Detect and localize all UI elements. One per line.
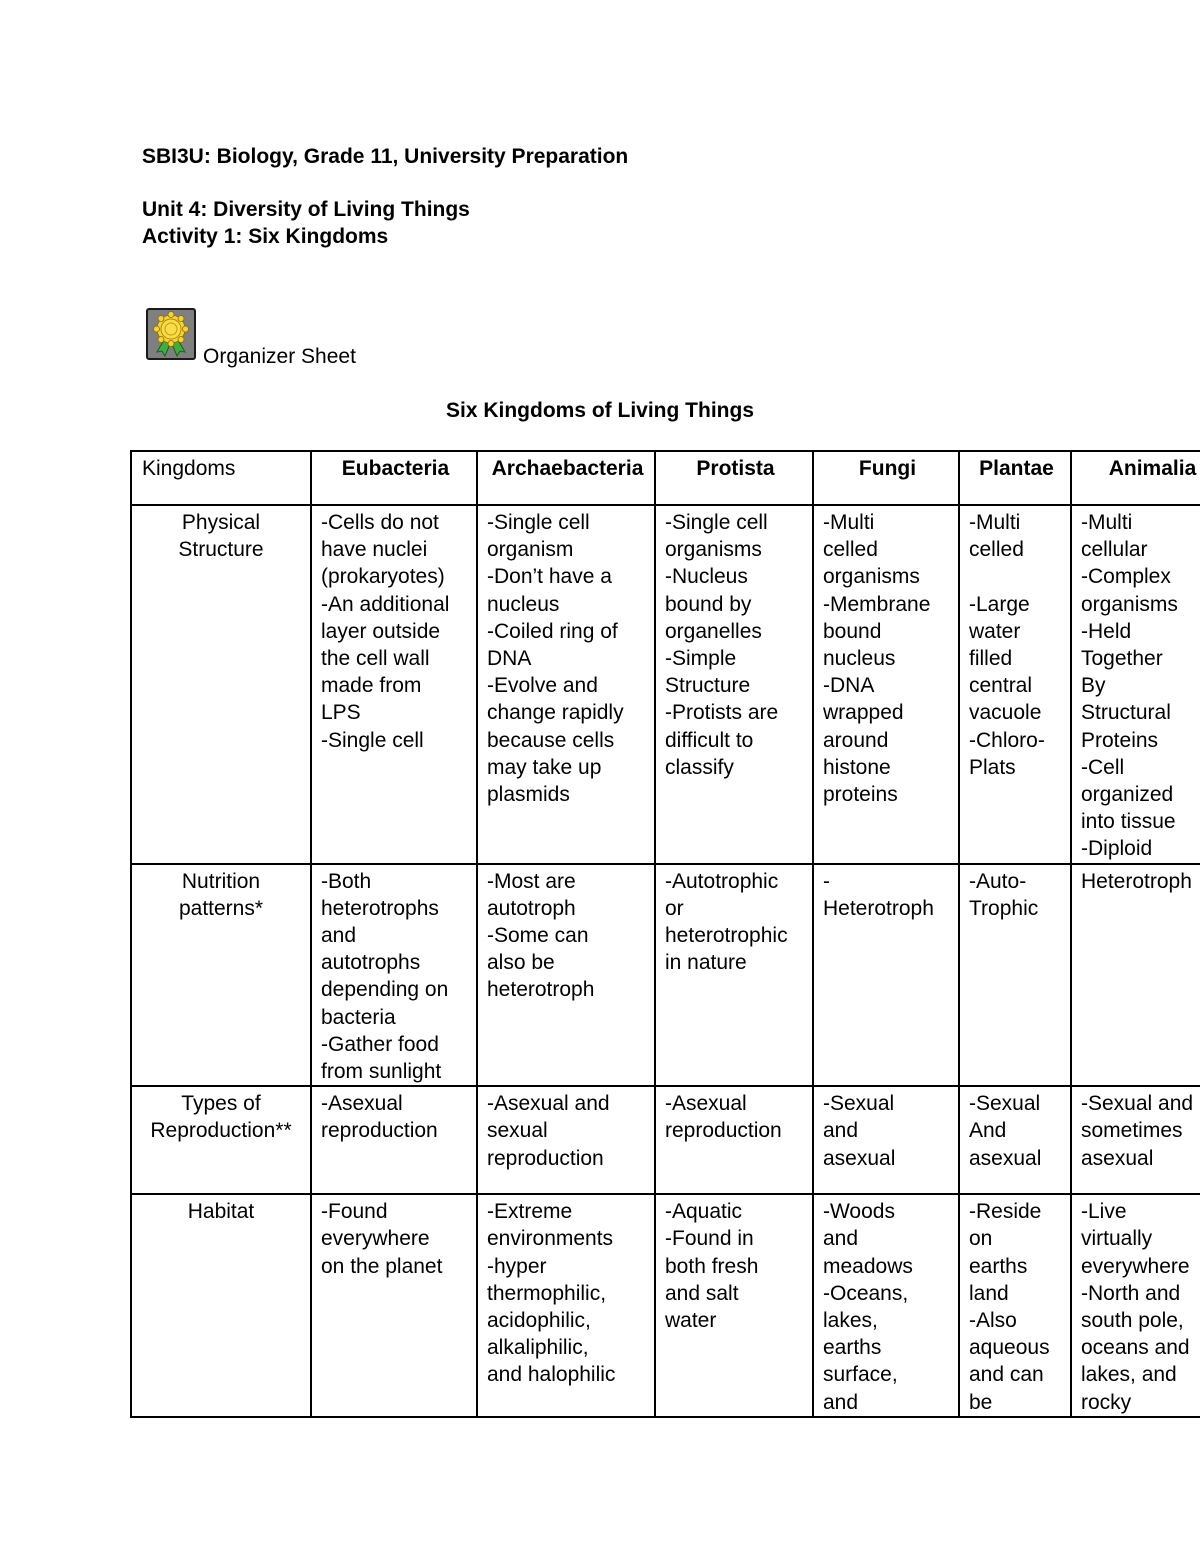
row-header-line: patterns* bbox=[178, 896, 264, 920]
table-cell bbox=[813, 864, 959, 1087]
cell-line: -Complex bbox=[1081, 565, 1171, 589]
cell-line: DNA bbox=[487, 647, 532, 671]
row-header-line: Physical bbox=[181, 511, 261, 534]
cell-line: heterotrophs bbox=[321, 896, 439, 920]
cell-line: surface, bbox=[823, 1363, 898, 1387]
table-cell bbox=[311, 505, 477, 864]
cell-line: -Sexual bbox=[969, 1092, 1041, 1116]
cell-line: -Single cell bbox=[321, 728, 424, 752]
table-row bbox=[131, 864, 1200, 1087]
cell-line: sometimes bbox=[1081, 1119, 1183, 1143]
cell-line: celled bbox=[823, 538, 878, 562]
row-header-line: Habitat bbox=[187, 1200, 255, 1224]
cell-line: proteins bbox=[823, 783, 898, 807]
table-cell bbox=[959, 505, 1071, 864]
cell-line: heterotroph bbox=[487, 978, 595, 1002]
table-cell bbox=[311, 1086, 477, 1194]
kingdoms-table bbox=[130, 450, 1200, 1418]
cell-line: everywhere bbox=[1081, 1254, 1190, 1278]
cell-line: lakes, and bbox=[1081, 1363, 1177, 1387]
cell-line: or bbox=[665, 896, 684, 920]
cell-line: -Single cell bbox=[487, 511, 590, 534]
cell-line: By bbox=[1081, 674, 1106, 698]
cell-line: have nuclei bbox=[321, 538, 428, 562]
cell-line: -Don’t have a bbox=[487, 565, 612, 589]
cell-line: -Most are bbox=[487, 869, 576, 893]
cell-line: -Diploid bbox=[1081, 837, 1153, 861]
cell-line: alkaliphilic, bbox=[487, 1336, 589, 1360]
cell-line: and bbox=[823, 1119, 859, 1143]
table-cell bbox=[813, 1086, 959, 1194]
table-cell bbox=[477, 864, 655, 1087]
row-header-line: Reproduction** bbox=[150, 1119, 292, 1143]
cell-line: and bbox=[823, 1227, 859, 1251]
table-cell bbox=[1071, 864, 1200, 1087]
table-cell bbox=[477, 1086, 655, 1194]
column-header-kingdoms: Kingdoms bbox=[131, 451, 311, 505]
cell-line: water bbox=[969, 619, 1021, 643]
cell-line: celled bbox=[969, 538, 1024, 562]
cell-line: LPS bbox=[321, 701, 361, 725]
cell-line: - bbox=[823, 869, 830, 893]
cell-line: depending on bbox=[321, 978, 449, 1002]
cell-line: cellular bbox=[1081, 538, 1148, 562]
cell-line: Together bbox=[1081, 647, 1163, 671]
cell-line: autotroph bbox=[487, 896, 576, 920]
cell-line: asexual bbox=[1081, 1146, 1154, 1170]
cell-line: land bbox=[969, 1281, 1009, 1305]
cell-line: into tissue bbox=[1081, 810, 1176, 834]
table-cell bbox=[477, 1194, 655, 1417]
cell-line: on bbox=[969, 1227, 993, 1251]
cell-line: in nature bbox=[665, 951, 747, 975]
cell-line: difficult to bbox=[665, 728, 754, 752]
table-cell bbox=[959, 1194, 1071, 1417]
cell-line: aqueous bbox=[969, 1336, 1050, 1360]
cell-line: earths bbox=[823, 1336, 882, 1360]
cell-line: -hyper bbox=[487, 1254, 547, 1278]
cell-line: Trophic bbox=[969, 896, 1039, 920]
table-cell bbox=[959, 1086, 1071, 1194]
cell-line: meadows bbox=[823, 1254, 913, 1278]
cell-line: plasmids bbox=[487, 783, 570, 807]
cell-line: -DNA bbox=[823, 674, 875, 698]
cell-line: lakes, bbox=[823, 1309, 878, 1333]
cell-line: autotrophs bbox=[321, 951, 421, 975]
award-seal-icon bbox=[146, 308, 196, 360]
organizer-heading bbox=[146, 304, 546, 366]
column-header-fungi: Fungi bbox=[813, 451, 959, 505]
cell-line: -Cells do not bbox=[321, 511, 439, 534]
cell-line: -Sexual and bbox=[1081, 1092, 1194, 1116]
cell-line: everywhere bbox=[321, 1227, 430, 1251]
cell-line: histone bbox=[823, 755, 891, 779]
table-cell bbox=[1071, 505, 1200, 864]
cell-line: and halophilic bbox=[487, 1363, 616, 1387]
column-header-protista: Protista bbox=[655, 451, 813, 505]
cell-line: -Live bbox=[1081, 1200, 1127, 1224]
cell-line: asexual bbox=[823, 1146, 896, 1170]
organizer-sheet-label: Organizer Sheet bbox=[203, 345, 356, 368]
cell-line: around bbox=[823, 728, 889, 752]
cell-line: -Multi bbox=[969, 511, 1021, 534]
table-cell bbox=[813, 1194, 959, 1417]
cell-line: nucleus bbox=[823, 647, 896, 671]
table-cell bbox=[1071, 1194, 1200, 1417]
cell-line: oceans and bbox=[1081, 1336, 1190, 1360]
cell-line: -Multi bbox=[1081, 511, 1133, 534]
cell-line: on the planet bbox=[321, 1254, 443, 1278]
cell-line: (prokaryotes) bbox=[321, 565, 445, 589]
cell-line: And bbox=[969, 1119, 1007, 1143]
cell-line: organisms bbox=[1081, 592, 1178, 616]
cell-line: layer outside bbox=[321, 619, 441, 643]
cell-line: environments bbox=[487, 1227, 614, 1251]
cell-line: because cells bbox=[487, 728, 615, 752]
table-cell bbox=[959, 864, 1071, 1087]
cell-line: -Chloro- bbox=[969, 728, 1045, 752]
column-header-plantae: Plantae bbox=[959, 451, 1071, 505]
cell-line bbox=[969, 563, 1064, 590]
cell-line: -Protists are bbox=[665, 701, 779, 725]
table-cell bbox=[655, 1194, 813, 1417]
cell-line: -Oceans, bbox=[823, 1281, 909, 1305]
cell-line: may take up bbox=[487, 755, 602, 779]
cell-line: -Extreme bbox=[487, 1200, 573, 1224]
cell-line: reproduction bbox=[665, 1119, 782, 1143]
cell-line: acidophilic, bbox=[487, 1309, 591, 1333]
cell-line: organisms bbox=[823, 565, 920, 589]
row-header bbox=[131, 1086, 311, 1194]
cell-line: Proteins bbox=[1081, 728, 1159, 752]
cell-line: bound by bbox=[665, 592, 752, 616]
cell-line: -Asexual bbox=[321, 1092, 403, 1116]
cell-line: sexual bbox=[487, 1119, 548, 1143]
table-row bbox=[131, 1194, 1200, 1417]
cell-line: bacteria bbox=[321, 1005, 396, 1029]
cell-line: bound bbox=[823, 619, 882, 643]
cell-line: change rapidly bbox=[487, 701, 624, 725]
table-cell bbox=[477, 505, 655, 864]
cell-line: -Single cell bbox=[665, 511, 768, 534]
table-row bbox=[131, 1086, 1200, 1194]
cell-line: Structural bbox=[1081, 701, 1171, 725]
cell-line: -Found in bbox=[665, 1227, 754, 1251]
cell-line: -Some can bbox=[487, 924, 589, 948]
column-header-animalia: Animalia bbox=[1071, 451, 1200, 505]
cell-line: -Evolve and bbox=[487, 674, 598, 698]
cell-line: vacuole bbox=[969, 701, 1042, 725]
cell-line: Structure bbox=[665, 674, 751, 698]
cell-line: -Both bbox=[321, 869, 372, 893]
cell-line: central bbox=[969, 674, 1033, 698]
cell-line: asexual bbox=[969, 1146, 1042, 1170]
cell-line: nucleus bbox=[487, 592, 560, 616]
cell-line: reproduction bbox=[487, 1146, 604, 1170]
table-cell bbox=[311, 1194, 477, 1417]
cell-line: organized bbox=[1081, 783, 1174, 807]
cell-line: -Coiled ring of bbox=[487, 619, 618, 643]
cell-line: -Gather food bbox=[321, 1032, 439, 1056]
column-header-archaebacteria: Archaebacteria bbox=[477, 451, 655, 505]
cell-line: and bbox=[823, 1390, 859, 1414]
cell-line: organisms bbox=[665, 538, 762, 562]
activity-title: Activity 1: Six Kingdoms bbox=[142, 225, 389, 248]
cell-line: -Multi bbox=[823, 511, 875, 534]
cell-line: organism bbox=[487, 538, 574, 562]
cell-line: reproduction bbox=[321, 1119, 438, 1143]
cell-line: also be bbox=[487, 951, 555, 975]
cell-line: virtually bbox=[1081, 1227, 1153, 1251]
cell-line: wrapped bbox=[823, 701, 904, 725]
course-title: SBI3U: Biology, Grade 11, University Preparation bbox=[142, 145, 629, 168]
cell-line: water bbox=[665, 1309, 717, 1333]
cell-line: filled bbox=[969, 647, 1013, 671]
cell-line: Heterotroph bbox=[823, 896, 934, 920]
cell-line: heterotrophic bbox=[665, 924, 788, 948]
cell-line: -Simple bbox=[665, 647, 737, 671]
cell-line: -Reside bbox=[969, 1200, 1042, 1224]
cell-line: -Aquatic bbox=[665, 1200, 743, 1224]
cell-line: the cell wall bbox=[321, 647, 430, 671]
cell-line: south pole, bbox=[1081, 1309, 1184, 1333]
cell-line: -Autotrophic bbox=[665, 869, 779, 893]
cell-line: Plats bbox=[969, 755, 1016, 779]
table-title: Six Kingdoms of Living Things bbox=[446, 399, 754, 422]
cell-line: -Found bbox=[321, 1200, 388, 1224]
cell-line: both fresh bbox=[665, 1254, 759, 1278]
table-cell bbox=[311, 864, 477, 1087]
table-cell bbox=[655, 864, 813, 1087]
table-header-row bbox=[131, 451, 1200, 505]
cell-line: -Asexual and bbox=[487, 1092, 610, 1116]
row-header-line: Structure bbox=[178, 538, 264, 562]
cell-line: Heterotroph bbox=[1081, 869, 1192, 893]
cell-line: -Membrane bbox=[823, 592, 931, 616]
cell-line: and can bbox=[969, 1363, 1044, 1387]
cell-line: -Held bbox=[1081, 619, 1132, 643]
cell-line: -Nucleus bbox=[665, 565, 748, 589]
table-row bbox=[131, 505, 1200, 864]
unit-title: Unit 4: Diversity of Living Things bbox=[142, 198, 470, 221]
cell-line: -Cell bbox=[1081, 755, 1125, 779]
table-cell bbox=[1071, 1086, 1200, 1194]
row-header-line: Nutrition bbox=[181, 869, 261, 893]
cell-line: -Sexual bbox=[823, 1092, 895, 1116]
cell-line: -Large bbox=[969, 592, 1030, 616]
cell-line: from sunlight bbox=[321, 1060, 442, 1084]
cell-line: and bbox=[321, 924, 357, 948]
cell-line: -North and bbox=[1081, 1281, 1181, 1305]
cell-line: organelles bbox=[665, 619, 762, 643]
cell-line: thermophilic, bbox=[487, 1281, 607, 1305]
cell-line: -Auto- bbox=[969, 869, 1027, 893]
cell-line: classify bbox=[665, 755, 734, 779]
cell-line: -Also bbox=[969, 1309, 1017, 1333]
cell-line: made from bbox=[321, 674, 422, 698]
table-cell bbox=[813, 505, 959, 864]
column-header-eubacteria: Eubacteria bbox=[311, 451, 477, 505]
table-cell bbox=[655, 1086, 813, 1194]
cell-line: -An additional bbox=[321, 592, 450, 616]
table-cell bbox=[655, 505, 813, 864]
cell-line: be bbox=[969, 1390, 993, 1414]
cell-line: and salt bbox=[665, 1281, 739, 1305]
cell-line: -Asexual bbox=[665, 1092, 747, 1116]
cell-line: -Woods bbox=[823, 1200, 895, 1224]
row-header bbox=[131, 864, 311, 1087]
cell-line: earths bbox=[969, 1254, 1028, 1278]
row-header bbox=[131, 505, 311, 864]
row-header bbox=[131, 1194, 311, 1417]
row-header-line: Types of bbox=[181, 1092, 261, 1116]
cell-line: rocky bbox=[1081, 1390, 1132, 1414]
